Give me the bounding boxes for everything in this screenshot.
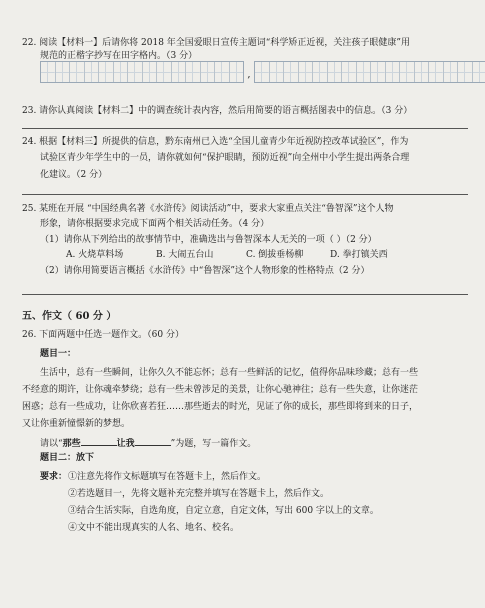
requirement-3: ③结合生活实际，自选角度，自定立意，自定文体，写出 600 字以上的文章。 [68, 506, 379, 516]
q22-line-1: 22. 阅读【材料一】后请你将 2018 年全国爱眼日宣传主题词“科学矫正近视，关注孩子眼健康”用 [22, 38, 411, 48]
tianzige-cell[interactable] [172, 62, 187, 82]
requirement-2: ②若选题目一，先将文题补充完整并填写在答题卡上，然后作文。 [68, 489, 330, 499]
tianzige-cell[interactable] [400, 62, 415, 82]
tianzige-group-1[interactable] [40, 61, 244, 83]
q25-sub-1: （1）请你从下列给出的故事情节中，准确选出与鲁智深本人无关的一项（ ）（2 分） [40, 235, 377, 245]
q25-option-a[interactable]: A. 火烧草料场 [66, 250, 124, 260]
tianzige-cell[interactable] [342, 62, 357, 82]
answer-line-q24[interactable] [22, 194, 468, 195]
topic-1-para-2: 不经意的期许，让你魂牵梦绕；总有一些未曾涉足的美景，让你心驰神往；总有一些失意，让你迷茫 [22, 385, 419, 395]
tianzige-cell[interactable] [255, 62, 270, 82]
tianzige-cell[interactable] [143, 62, 158, 82]
answer-line-q23[interactable] [22, 128, 468, 129]
requirement-4: ④文中不能出现真实的人名、地名、校名。 [68, 523, 240, 533]
requirement-1: ①注意先将作文标题填写在答题卡上，然后作文。 [68, 472, 267, 482]
tianzige-cell[interactable] [473, 62, 485, 82]
tianzige-cell[interactable] [328, 62, 343, 82]
requirements-label: 要求： [40, 472, 68, 482]
q25-line-1: 25. 某班在开展 “中国经典名著《水浒传》阅读活动”中，要求大家重点关注“鲁智深”这个人物 [22, 204, 394, 214]
section-5-title: 五、作文（ 60 分 ） [22, 311, 117, 322]
topic-1-prompt [40, 436, 256, 450]
q22-line-2: 规范的正楷字抄写在田字格内。（3 分） [40, 51, 198, 61]
title-blank-1[interactable] [81, 436, 117, 446]
tianzige-cell[interactable] [114, 62, 129, 82]
q26-line-1: 26. 下面两题中任选一题作文。（60 分） [22, 330, 184, 340]
prompt-word-rangwo: 让我 [116, 439, 135, 449]
q25-line-2: 形象，请你根据要求完成下面两个相关活动任务。（4 分） [40, 219, 270, 229]
topic-1-label: 题目一： [40, 349, 77, 359]
tianzige-cell[interactable] [357, 62, 372, 82]
tianzige-cell[interactable] [284, 62, 299, 82]
q25-sub-2: （2）请你用简要语言概括《水浒传》中“鲁智深”这个人物形象的性格特点（2 分） [40, 266, 370, 276]
tianzige-group-2[interactable] [254, 61, 485, 83]
q24-line-3: 化建议。（2 分） [40, 170, 108, 180]
tianzige-cell[interactable] [41, 62, 56, 82]
tianzige-cell[interactable] [371, 62, 386, 82]
q25-option-d[interactable]: D. 拳打镇关西 [330, 250, 388, 260]
q23-line-1: 23. 请你认真阅读【材料二】中的调查统计表内容，然后用简要的语言概括图表中的信息。（3 分） [22, 106, 413, 116]
tianzige-cell[interactable] [299, 62, 314, 82]
tianzige-grid[interactable] [40, 61, 485, 83]
q24-line-2: 试验区青少年学生中的一员，请你就如何“保护眼睛，预防近视”向全州中小学生提出两条合理 [40, 153, 410, 163]
topic-1-para-4: 又让你重新憧憬新的梦想。 [22, 419, 131, 429]
tianzige-cell[interactable] [386, 62, 401, 82]
tianzige-cell[interactable] [444, 62, 459, 82]
tianzige-cell[interactable] [70, 62, 85, 82]
q25-option-c[interactable]: C. 倒拔垂杨柳 [246, 250, 304, 260]
grid-comma: , [247, 69, 251, 80]
tianzige-cell[interactable] [313, 62, 328, 82]
topic-1-para-1: 生活中，总有一些瞬间，让你久久不能忘怀；总有一些鲜活的记忆，值得你品味珍藏；总有一些 [40, 368, 419, 378]
q25-option-b[interactable]: B. 大闹五台山 [156, 250, 214, 260]
topic-2-label: 题目二：放下 [40, 453, 95, 463]
tianzige-cell[interactable] [230, 62, 244, 82]
tianzige-cell[interactable] [186, 62, 201, 82]
tianzige-cell[interactable] [270, 62, 285, 82]
tianzige-cell[interactable] [157, 62, 172, 82]
tianzige-cell[interactable] [458, 62, 473, 82]
title-blank-2[interactable] [135, 436, 171, 446]
tianzige-cell[interactable] [128, 62, 143, 82]
tianzige-cell[interactable] [415, 62, 430, 82]
prompt-word-naxie: 那些 [62, 439, 81, 449]
tianzige-cell[interactable] [201, 62, 216, 82]
tianzige-cell[interactable] [85, 62, 100, 82]
prompt-open: 请以“ [40, 439, 63, 449]
q24-line-1: 24. 根据【材料三】所提供的信息，黔东南州已入选“全国儿童青少年近视防控改革试验区”，作为 [22, 137, 409, 147]
answer-line-q25[interactable] [22, 294, 468, 295]
tianzige-cell[interactable] [429, 62, 444, 82]
tianzige-cell[interactable] [99, 62, 114, 82]
topic-1-para-3: 困惑；总有一些成功，让你欣喜若狂……那些逝去的时光，见证了你的成长，那些即将到来的日子， [22, 402, 419, 412]
prompt-close: ”为题，写一篇作文。 [170, 439, 257, 449]
tianzige-cell[interactable] [56, 62, 71, 82]
tianzige-cell[interactable] [215, 62, 230, 82]
